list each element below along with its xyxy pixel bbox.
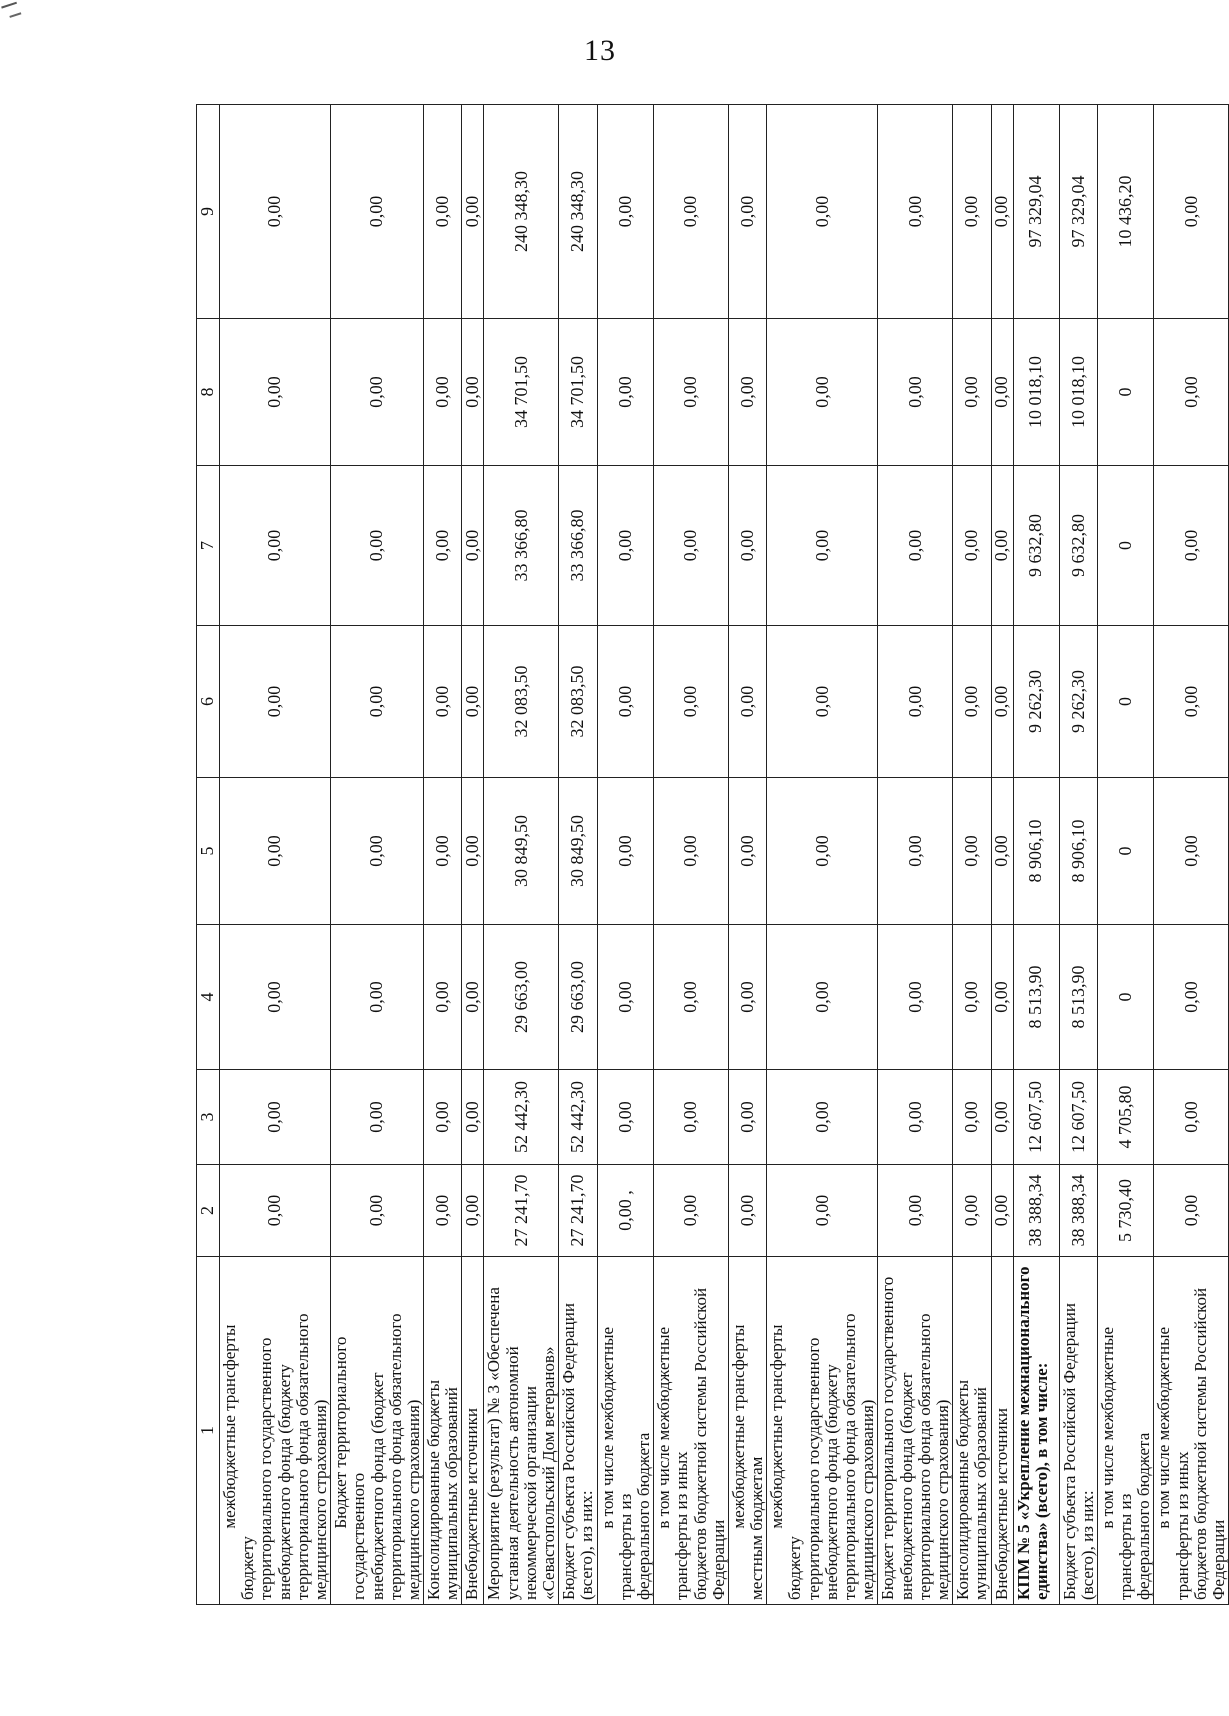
value-cell: 32 083,50 [559,626,597,778]
column-header: 5 [197,778,220,925]
value-cell: 240 348,30 [559,105,597,319]
value-cell: 0,00 [953,319,991,466]
value-cell: 0,00 [424,1165,462,1257]
value-cell: 0,00 [878,319,953,466]
value-cell: 0,00 [462,1070,484,1165]
table-row [1097,105,1154,1605]
column-header: 9 [197,105,220,319]
value-cell: 0 [1097,466,1154,626]
value-cell: 0,00 [424,778,462,925]
row-label-cell [1059,1257,1097,1605]
value-cell: 0,00 [767,925,878,1070]
value-cell: 0,00 [767,778,878,925]
row-label-lead: межбюджетные трансферты бюджету [767,1324,805,1600]
row-label-lead: в том числе межбюджетные трансферты из иных [1154,1326,1192,1600]
row-label-cell [424,1257,462,1605]
value-cell: 0,00 [1154,626,1229,778]
row-label-cell [991,1257,1013,1605]
value-cell: 8 513,90 [1013,925,1059,1070]
row-label-cell [1154,1257,1229,1605]
row-label-cell [220,1257,331,1605]
value-cell: 0,00 [953,925,991,1070]
value-cell: 0,00 [220,1070,331,1165]
value-cell: 0,00 [991,319,1013,466]
table-row [559,105,597,1605]
value-cell: 0,00 [654,466,729,626]
value-cell: 0,00 [331,319,424,466]
row-label-text: Мероприятие (результат) № 3 «Обеспечена уставная деятельность автономной некоммерческой организации «Севастопольский Дом ветеранов» [484,1287,558,1600]
value-cell: 9 262,30 [1059,626,1097,778]
value-cell: 5 730,40 [1097,1165,1154,1257]
column-number-row [197,105,220,1605]
value-cell: 0,00 [220,105,331,319]
value-cell: 0,00 [767,1070,878,1165]
table-row [331,105,424,1605]
value-cell: 0,00 [597,626,654,778]
value-cell: 0,00 [654,1165,729,1257]
value-cell: 0,00 [878,925,953,1070]
value-cell: 0,00 [953,626,991,778]
value-cell: 0,00 [991,925,1013,1070]
row-label-text: Бюджет субъекта Российской Федерации (всего), из них: [559,1303,597,1600]
value-cell: 52 442,30 [559,1070,597,1165]
value-cell: 0,00 [597,1070,654,1165]
value-cell: 0,00 [462,466,484,626]
value-cell: 34 701,50 [559,319,597,466]
value-cell: 33 366,80 [559,466,597,626]
budget-table [196,104,1229,1605]
value-cell: 0,00 [331,1070,424,1165]
row-label-cell [1013,1257,1059,1605]
value-cell: 0,00 [728,466,766,626]
value-cell: 0,00 [654,319,729,466]
value-cell: 27 241,70 [484,1165,559,1257]
value-cell: 0,00 [597,105,654,319]
value-cell: 33 366,80 [484,466,559,626]
value-cell: 0,00 [878,1070,953,1165]
value-cell: 29 663,00 [484,925,559,1070]
value-cell: 0,00 [220,626,331,778]
value-cell: 30 849,50 [484,778,559,925]
value-cell: 0,00 [728,105,766,319]
value-cell: 0,00 [1154,319,1229,466]
row-label-lead: в том числе межбюджетные трансферты из иных [654,1326,692,1600]
value-cell: 0,00 [462,626,484,778]
value-cell: 0,00 [424,319,462,466]
value-cell: 0,00 [728,925,766,1070]
row-label-text: территориального государственного внебюджетного фонда (бюджету территориального фонда обязательного медицинского страхования) [256,1313,330,1600]
value-cell: 0,00 [767,105,878,319]
value-cell: 10 018,10 [1013,319,1059,466]
row-label-cell [728,1257,766,1605]
row-label-text: Бюджет субъекта Российской Федерации (всего), из них: [1059,1303,1097,1600]
table-row [878,105,953,1605]
value-cell: 240 348,30 [484,105,559,319]
value-cell: 97 329,04 [1013,105,1059,319]
row-label-cell [559,1257,597,1605]
value-cell: 0,00 , [597,1165,654,1257]
value-cell: 9 632,80 [1059,466,1097,626]
row-label-cell [767,1257,878,1605]
value-cell: 0,00 [991,778,1013,925]
table-row [1013,105,1059,1605]
scan-speck [9,12,22,21]
row-label-lead: межбюджетные трансферты бюджету [220,1324,258,1600]
value-cell: 0,00 [654,626,729,778]
row-label-cell [878,1257,953,1605]
value-cell: 0,00 [728,319,766,466]
value-cell: 0,00 [462,319,484,466]
table-row [424,105,462,1605]
table-row [654,105,729,1605]
value-cell: 0,00 [1154,778,1229,925]
value-cell: 0,00 [953,105,991,319]
row-label-cell [953,1257,991,1605]
value-cell: 0,00 [424,1070,462,1165]
value-cell: 34 701,50 [484,319,559,466]
page-number: 13 [584,34,616,67]
value-cell: 0,00 [878,1165,953,1257]
row-label-text: внебюджетного фонда (бюджет территориального фонда обязательного медицинского страхования) [367,1313,423,1600]
scan-speck [1,2,19,15]
value-cell: 97 329,04 [1059,105,1097,319]
table-row [953,105,991,1605]
row-label-text: Консолидированные бюджеты муниципальных образований [953,1379,991,1600]
value-cell: 0,00 [654,925,729,1070]
row-label-lead: в том числе межбюджетные трансферты из [1097,1326,1136,1600]
row-label-text: территориального государственного внебюджетного фонда (бюджету территориального фонда обязательного медицинского страхования) [803,1313,878,1600]
value-cell: 0,00 [1154,466,1229,626]
value-cell: 0,00 [767,466,878,626]
column-header: 2 [197,1165,220,1257]
value-cell: 0,00 [991,1070,1013,1165]
value-cell: 0,00 [220,1165,331,1257]
value-cell: 0,00 [878,626,953,778]
value-cell: 0,00 [1154,1165,1229,1257]
value-cell: 0,00 [331,466,424,626]
value-cell: 0,00 [728,1165,766,1257]
value-cell: 0,00 [462,925,484,1070]
row-label-text: КПМ № 5 «Укрепление межнационального единства» (всего), в том числе: [1013,1266,1051,1600]
value-cell: 0,00 [728,1070,766,1165]
row-label-text: Внебюджетные источники [462,1408,482,1600]
value-cell: 0,00 [331,626,424,778]
value-cell: 30 849,50 [559,778,597,925]
value-cell: 0,00 [220,466,331,626]
value-cell: 0,00 [953,778,991,925]
table-row [484,105,559,1605]
value-cell: 0 [1097,319,1154,466]
row-label-cell [484,1257,559,1605]
table-row [767,105,878,1605]
column-header: 7 [197,466,220,626]
row-label-cell [597,1257,654,1605]
column-header: 3 [197,1070,220,1165]
value-cell: 0,00 [597,925,654,1070]
value-cell: 0,00 [767,319,878,466]
value-cell: 0 [1097,778,1154,925]
table-row [728,105,766,1605]
table-row [220,105,331,1605]
value-cell: 0,00 [331,925,424,1070]
value-cell: 0,00 [991,466,1013,626]
column-header: 4 [197,925,220,1070]
row-label-text: федерального бюджета [1134,1432,1154,1600]
value-cell: 0,00 [654,1070,729,1165]
value-cell: 8 513,90 [1059,925,1097,1070]
value-cell: 0,00 [424,626,462,778]
value-cell: 8 906,10 [1013,778,1059,925]
table-row [1059,105,1097,1605]
value-cell: 0,00 [424,466,462,626]
value-cell: 0,00 [424,105,462,319]
table-body [220,105,1229,1605]
value-cell: 12 607,50 [1013,1070,1059,1165]
column-header: 8 [197,319,220,466]
value-cell: 10 436,20 [1097,105,1154,319]
value-cell: 0,00 [597,319,654,466]
value-cell: 0,00 [1154,1070,1229,1165]
row-label-text: Бюджет территориального государственного внебюджетного фонда (бюджет территориального фонда обязательного медицинского страхования) [878,1276,952,1600]
row-label-cell [1097,1257,1154,1605]
value-cell: 0,00 [991,1165,1013,1257]
value-cell: 0,00 [462,105,484,319]
value-cell: 0,00 [953,1070,991,1165]
value-cell: 0,00 [728,778,766,925]
value-cell: 0,00 [597,778,654,925]
row-label-text: федерального бюджета [633,1432,653,1600]
value-cell: 38 388,34 [1059,1165,1097,1257]
row-label-cell [462,1257,484,1605]
value-cell: 0,00 [462,1165,484,1257]
value-cell: 0,00 [991,626,1013,778]
value-cell: 10 018,10 [1059,319,1097,466]
value-cell: 52 442,30 [484,1070,559,1165]
rotated-table-container [196,105,1228,1605]
value-cell: 0,00 [424,925,462,1070]
value-cell: 0,00 [767,1165,878,1257]
value-cell: 0,00 [878,105,953,319]
row-label-text: бюджетов бюджетной системы Российской Федерации [690,1287,728,1600]
table-row [462,105,484,1605]
value-cell: 0,00 [1154,925,1229,1070]
value-cell: 0 [1097,626,1154,778]
value-cell: 0,00 [878,466,953,626]
value-cell: 9 632,80 [1013,466,1059,626]
value-cell: 0 [1097,925,1154,1070]
column-header: 6 [197,626,220,778]
row-label-lead: Бюджет территориального государственного [331,1336,369,1600]
column-header: 1 [197,1257,220,1605]
value-cell: 12 607,50 [1059,1070,1097,1165]
value-cell: 27 241,70 [559,1165,597,1257]
table-row [1154,105,1229,1605]
value-cell: 0,00 [654,778,729,925]
table-row [991,105,1013,1605]
value-cell: 0,00 [331,778,424,925]
row-label-text: бюджетов бюджетной системы Российской Федерации [1190,1287,1228,1600]
value-cell: 0,00 [220,925,331,1070]
value-cell: 0,00 [220,319,331,466]
value-cell: 0,00 [991,105,1013,319]
value-cell: 0,00 [728,626,766,778]
row-label-cell [331,1257,424,1605]
value-cell: 29 663,00 [559,925,597,1070]
value-cell: 38 388,34 [1013,1165,1059,1257]
value-cell: 0,00 [220,778,331,925]
row-label-text: Внебюджетные источники [991,1408,1011,1600]
value-cell: 0,00 [953,1165,991,1257]
value-cell: 0,00 [331,1165,424,1257]
table-row [597,105,654,1605]
value-cell: 0,00 [1154,105,1229,319]
value-cell: 0,00 [597,466,654,626]
value-cell: 4 705,80 [1097,1070,1154,1165]
value-cell: 32 083,50 [484,626,559,778]
row-label-text: Консолидированные бюджеты муниципальных образований [424,1379,462,1600]
row-label-lead: межбюджетные трансферты местным бюджетам [728,1324,767,1600]
value-cell: 9 262,30 [1013,626,1059,778]
value-cell: 8 906,10 [1059,778,1097,925]
value-cell: 0,00 [462,778,484,925]
value-cell: 0,00 [654,105,729,319]
row-label-cell [654,1257,729,1605]
row-label-lead: в том числе межбюджетные трансферты из [597,1326,635,1600]
value-cell: 0,00 [767,626,878,778]
value-cell: 0,00 [878,778,953,925]
value-cell: 0,00 [953,466,991,626]
value-cell: 0,00 [331,105,424,319]
